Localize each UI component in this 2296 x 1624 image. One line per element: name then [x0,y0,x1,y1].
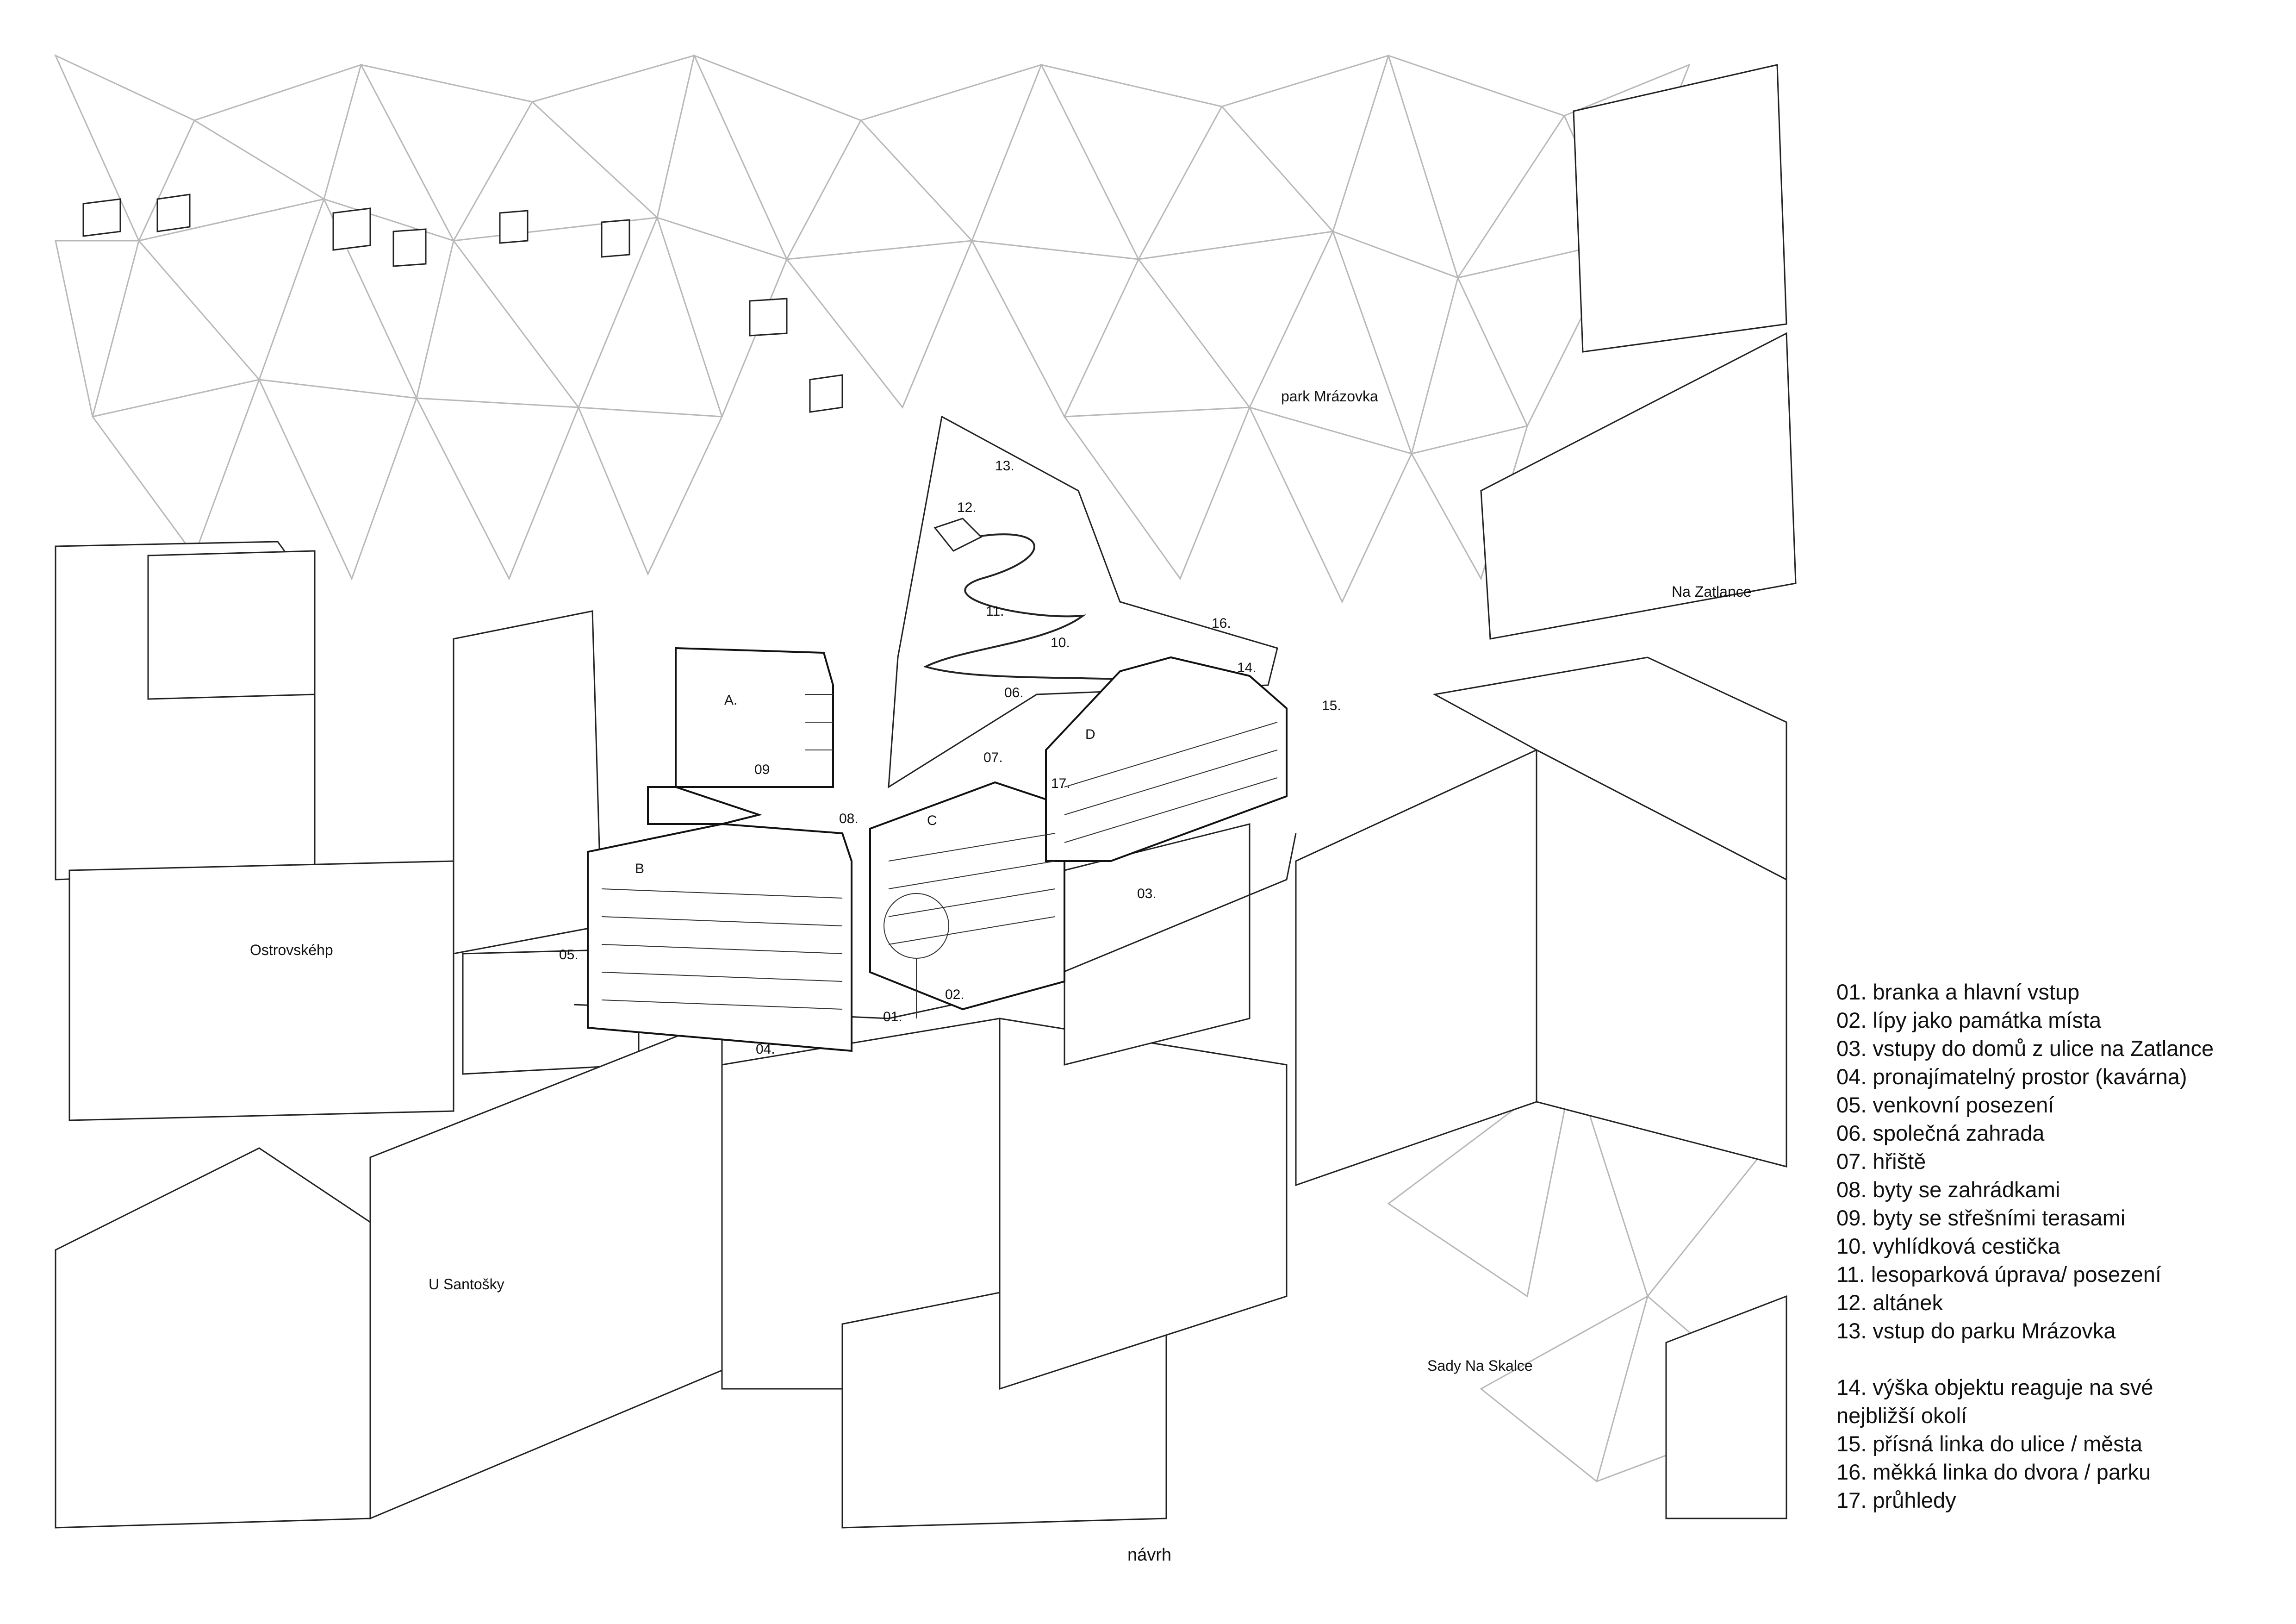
marker-10: 10. [1051,635,1070,650]
marker-14: 14. [1237,660,1257,675]
drawing-caption: návrh [1127,1545,1172,1565]
legend-item: 13. vstup do parku Mrázovka [1836,1318,2116,1343]
legend-item: 15. přísná linka do ulice / města [1836,1431,2142,1456]
marker-01: 01. [883,1009,902,1024]
legend-item: 02. lípy jako památka místa [1836,1008,2102,1032]
legend-item: 16. měkká linka do dvora / parku [1836,1460,2151,1484]
marker-02: 02. [945,987,964,1002]
legend-item: 05. venkovní posezení [1836,1093,2054,1117]
marker-03: 03. [1137,886,1157,901]
building-label-b: B [635,861,645,876]
label-u-santosky: U Santošky [429,1276,504,1293]
legend-item: 12. altánek [1836,1290,1943,1315]
marker-11: 11. [986,604,1004,619]
marker-08: 08. [839,811,859,826]
legend-item: 08. byty se zahrádkami [1836,1177,2060,1202]
legend-item: 03. vstupy do domů z ulice na Zatlance [1836,1036,2214,1061]
marker-17: 17. [1051,776,1070,791]
building-label-d: D [1085,727,1095,742]
legend-item: 11. lesoparková úprava/ posezení [1836,1262,2161,1287]
marker-13: 13. [995,458,1014,474]
legend-item: 17. průhledy [1836,1488,1956,1512]
legend-item: 07. hřiště [1836,1149,1926,1174]
label-sady-na-skalce: Sady Na Skalce [1427,1357,1533,1374]
marker-05: 05. [559,947,579,962]
label-park-mrazovka: park Mrázovka [1281,388,1378,405]
marker-09: 09 [754,762,770,777]
building-label-a: A. [724,693,738,708]
marker-07: 07. [983,750,1003,765]
legend [1836,978,2214,1514]
building-label-c: C [927,813,937,828]
label-ostrovskeho: Ostrovskéhp [250,942,333,958]
marker-04: 04. [756,1042,775,1057]
legend-item: 10. vyhlídková cestička [1836,1234,2060,1258]
legend-item: 09. byty se střešními terasami [1836,1206,2126,1230]
legend-item: 01. branka a hlavní vstup [1836,980,2080,1004]
marker-16: 16. [1212,616,1231,631]
legend-item: 04. pronajímatelný prostor (kavárna) [1836,1064,2187,1089]
marker-15: 15. [1322,698,1341,713]
label-na-zatlance: Na Zatlance [1672,583,1752,600]
marker-06: 06. [1004,685,1024,700]
legend-item: nejbližší okolí [1836,1403,1967,1428]
context-buildings [56,65,1796,1528]
legend-item: 14. výška objektu reaguje na své [1836,1375,2153,1399]
marker-12: 12. [957,500,977,515]
legend-spacer [1836,1345,2214,1373]
legend-item: 06. společná zahrada [1836,1121,2045,1145]
